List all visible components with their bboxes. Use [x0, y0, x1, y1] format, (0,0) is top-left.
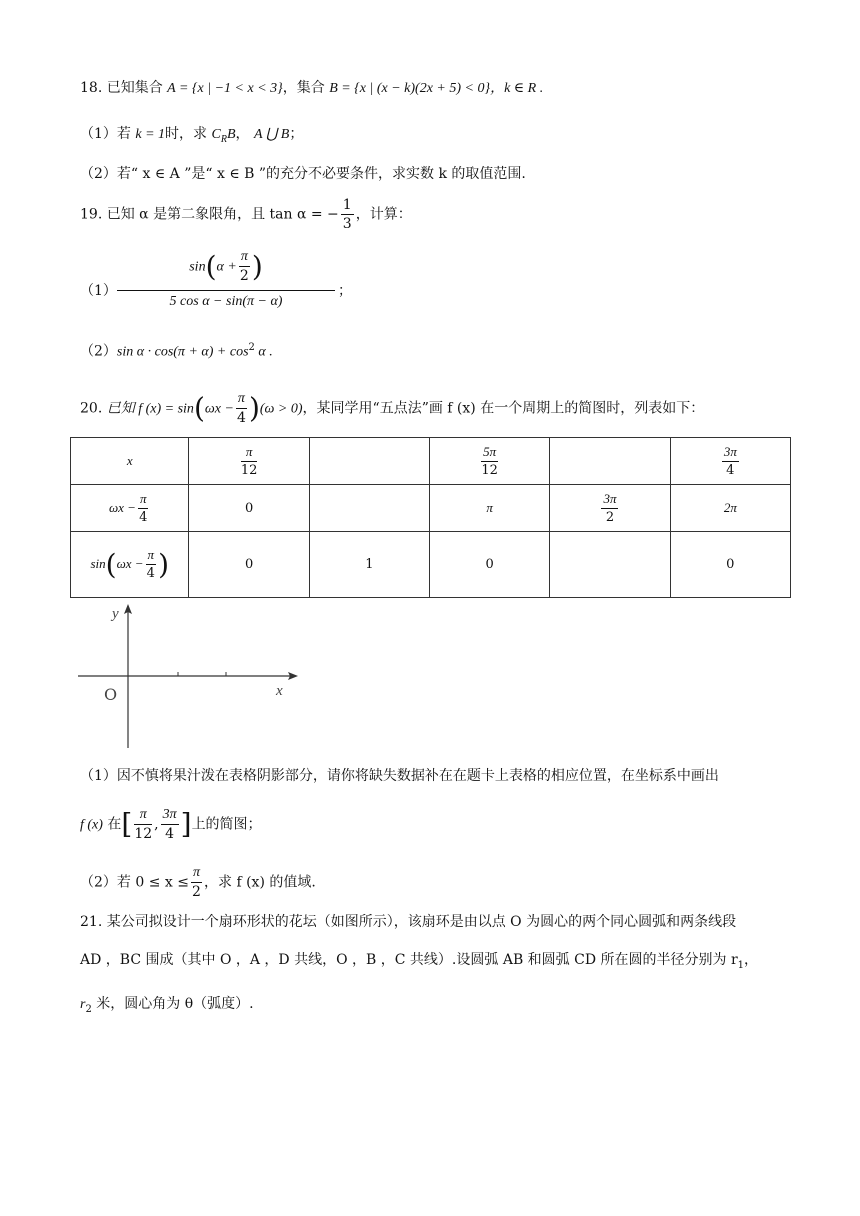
cell-frac-den: 12: [481, 462, 498, 478]
q21-line2: [80, 950, 758, 976]
q18-p1-text: 时，求: [165, 126, 208, 142]
cell-frac-num: 5π: [481, 443, 498, 462]
q21-r2: r: [80, 997, 86, 1012]
origin-label: O: [104, 685, 118, 704]
q20-p1-b-num: 3π: [161, 806, 179, 825]
table-cell: π: [430, 485, 550, 532]
q19-p1-denominator: 5 cos α − sin(π − α): [169, 294, 283, 309]
q19-p1-arg: α +: [216, 259, 237, 275]
q19-p1-two: 2: [239, 268, 249, 284]
q19-p2-end: α .: [254, 344, 273, 360]
coordinate-axes: [74, 600, 314, 750]
table-cell: 1: [309, 532, 429, 598]
q18-p1-end: ；: [289, 126, 304, 142]
y-axis-label: y: [112, 606, 119, 622]
q21-r2-sub: 2: [85, 1003, 92, 1015]
q18-p1-label: （1）若: [80, 126, 131, 142]
q19-p1-numerator: sin(α + $\frac{\pi}{2}$ ): [117, 248, 335, 291]
table-cell: 0: [430, 532, 550, 598]
q19-p2-square: 2: [248, 342, 255, 353]
q18-number: 18.: [80, 80, 103, 96]
table-cell: 0: [189, 532, 309, 598]
q19-p1-label: （1）: [80, 283, 117, 299]
q18-part1: [80, 124, 303, 150]
phase-pi: π: [138, 490, 149, 509]
q19-fraction: [341, 196, 354, 233]
q20-p2-pre: （2）若 0 ≤ x ≤: [80, 874, 189, 891]
cell-frac-den: 2: [605, 509, 615, 525]
q20-pi: π: [236, 390, 247, 409]
q19-tail: ，计算：: [355, 206, 412, 223]
q19-part2: [80, 338, 273, 363]
q20-intro: 已知 f (x) = sin: [106, 401, 194, 417]
q20-p1-end: 上的简图；: [191, 816, 262, 833]
q20-p1-a-den: 12: [134, 826, 153, 842]
q19-p1-sin: sin: [189, 259, 206, 275]
q20-number: 20.: [80, 400, 103, 417]
cell-frac-num: 3π: [722, 443, 739, 462]
q18-mid: ，集合: [282, 80, 325, 96]
q20-p2-den: 2: [192, 884, 201, 900]
sin-label: sin: [90, 556, 106, 571]
q18-p1-cond: k = 1: [135, 127, 166, 142]
q19-stem: [80, 196, 412, 233]
q21-line1: 21. 某公司拟设计一个扇环形状的花坛（如图所示），该扇环是由以点 O 为圆心的两个同心圆弧和两条线段: [80, 914, 737, 930]
sin-arg: ωx −: [116, 556, 144, 571]
phase-four: 4: [139, 509, 148, 525]
table-cell: [550, 485, 670, 532]
q20-part1-line1: （1）因不慎将果汁泼在表格阴影部分，请你将缺失数据补在在题卡上表格的相应位置，在坐标系中画出: [80, 768, 719, 784]
q18-set-b: B = {x | (x − k)(2x + 5) < 0}: [329, 81, 491, 96]
q19-p2-label: （2）: [80, 343, 117, 360]
sin-four: 4: [146, 566, 155, 581]
q19-number: 19.: [80, 206, 103, 223]
q20-p1-in: 在: [102, 816, 122, 833]
table-cell: [189, 438, 309, 485]
q20-arg: ωx −: [204, 401, 234, 417]
q19-p1-end: ；: [338, 283, 352, 299]
q21-line3-text: 米，圆心角为 θ（弧度）.: [91, 996, 254, 1012]
q21-line2-text: AD ，BC 围成（其中 O ，A ，D 共线，O ，B ，C 共线）.设圆弧 AB 和圆弧 CD 所在圆的半径分别为 r: [80, 952, 738, 968]
table-cell: [309, 438, 429, 485]
q18-part2: （2）若“ x ∈ A ”是“ x ∈ B ”的充分不必要条件，求实数 k 的取值范围.: [80, 166, 526, 182]
cell-frac-den: 12: [240, 462, 258, 478]
table-header-sin: sin(ωx − $\frac{\pi}{4}$ ): [71, 532, 189, 598]
table-cell: 0: [189, 485, 309, 532]
q19-p1-pi: π: [239, 248, 250, 267]
q19-frac-den: 3: [342, 216, 352, 232]
table-cell: 2π: [670, 485, 790, 532]
q19-intro: 已知 α 是第二象限角，且 tan α = −: [106, 206, 339, 223]
cell-frac-num: π: [241, 443, 258, 462]
q18-p1-r: R: [220, 133, 227, 145]
table-row: [71, 438, 791, 485]
sin-pi: π: [146, 546, 157, 565]
q18-p1-complement: C: [211, 127, 221, 142]
q20-tail: ，某同学用“五点法”画 f (x) 在一个周期上的简图时，列表如下：: [302, 400, 705, 417]
q18-p1-b: B: [226, 127, 236, 142]
q20-p2-num: π: [191, 864, 202, 883]
q19-p2-expr: sin α · cos(π + α) + cos: [116, 344, 249, 360]
cell-frac-num: 3π: [601, 490, 618, 509]
q21-r1-sub: 1: [737, 959, 745, 971]
q18-tail: ，k ∈ R .: [490, 81, 544, 96]
table-header-x: x: [71, 438, 189, 485]
q21-line3: [80, 994, 254, 1020]
table-cell: 0: [670, 532, 790, 598]
q20-p1-f: f (x): [80, 817, 103, 833]
phase-label: ωx −: [108, 499, 136, 515]
q19-frac-num: 1: [342, 197, 352, 213]
q18-p1-union: A ⋃ B: [253, 127, 290, 142]
table-cell: [550, 438, 670, 485]
table-row: [71, 485, 791, 532]
q20-part1-line2: f (x) 在[ $\frac{\pi}{12}$ , $\frac{3\pi}{4}$ ]上的简图；: [80, 807, 262, 842]
q20-p2-end: ，求 f (x) 的值域.: [204, 874, 316, 891]
q21-line2-end: ，: [744, 952, 759, 968]
table-cell: [670, 438, 790, 485]
table-cell: [430, 438, 550, 485]
cell-frac-den: 4: [726, 462, 735, 478]
x-axis-label: x: [276, 683, 283, 699]
q18-set-a: A = {x | −1 < x < 3}: [167, 81, 283, 96]
five-point-table: [70, 437, 791, 598]
q20-stem: 20. 已知 f (x) = sin(ωx − $\frac{\pi}{4}$ )(ω > 0)，某同学用“五点法”画 f (x) 在一个周期上的简图时，列表如下：: [80, 391, 705, 426]
table-cell: [309, 485, 429, 532]
q20-p1-a-num: π: [134, 806, 152, 825]
q18-p1-sep: ，: [235, 126, 250, 142]
table-header-phase: [71, 485, 189, 532]
q20-four: 4: [236, 410, 246, 426]
q20-part2: [80, 864, 316, 901]
table-row: [71, 532, 791, 598]
q20-cond: (ω > 0): [259, 401, 303, 417]
q18-stem: [80, 78, 543, 99]
q18-intro: 已知集合: [106, 80, 163, 96]
table-cell: [550, 532, 670, 598]
q20-p1-b-den: 4: [165, 826, 175, 842]
